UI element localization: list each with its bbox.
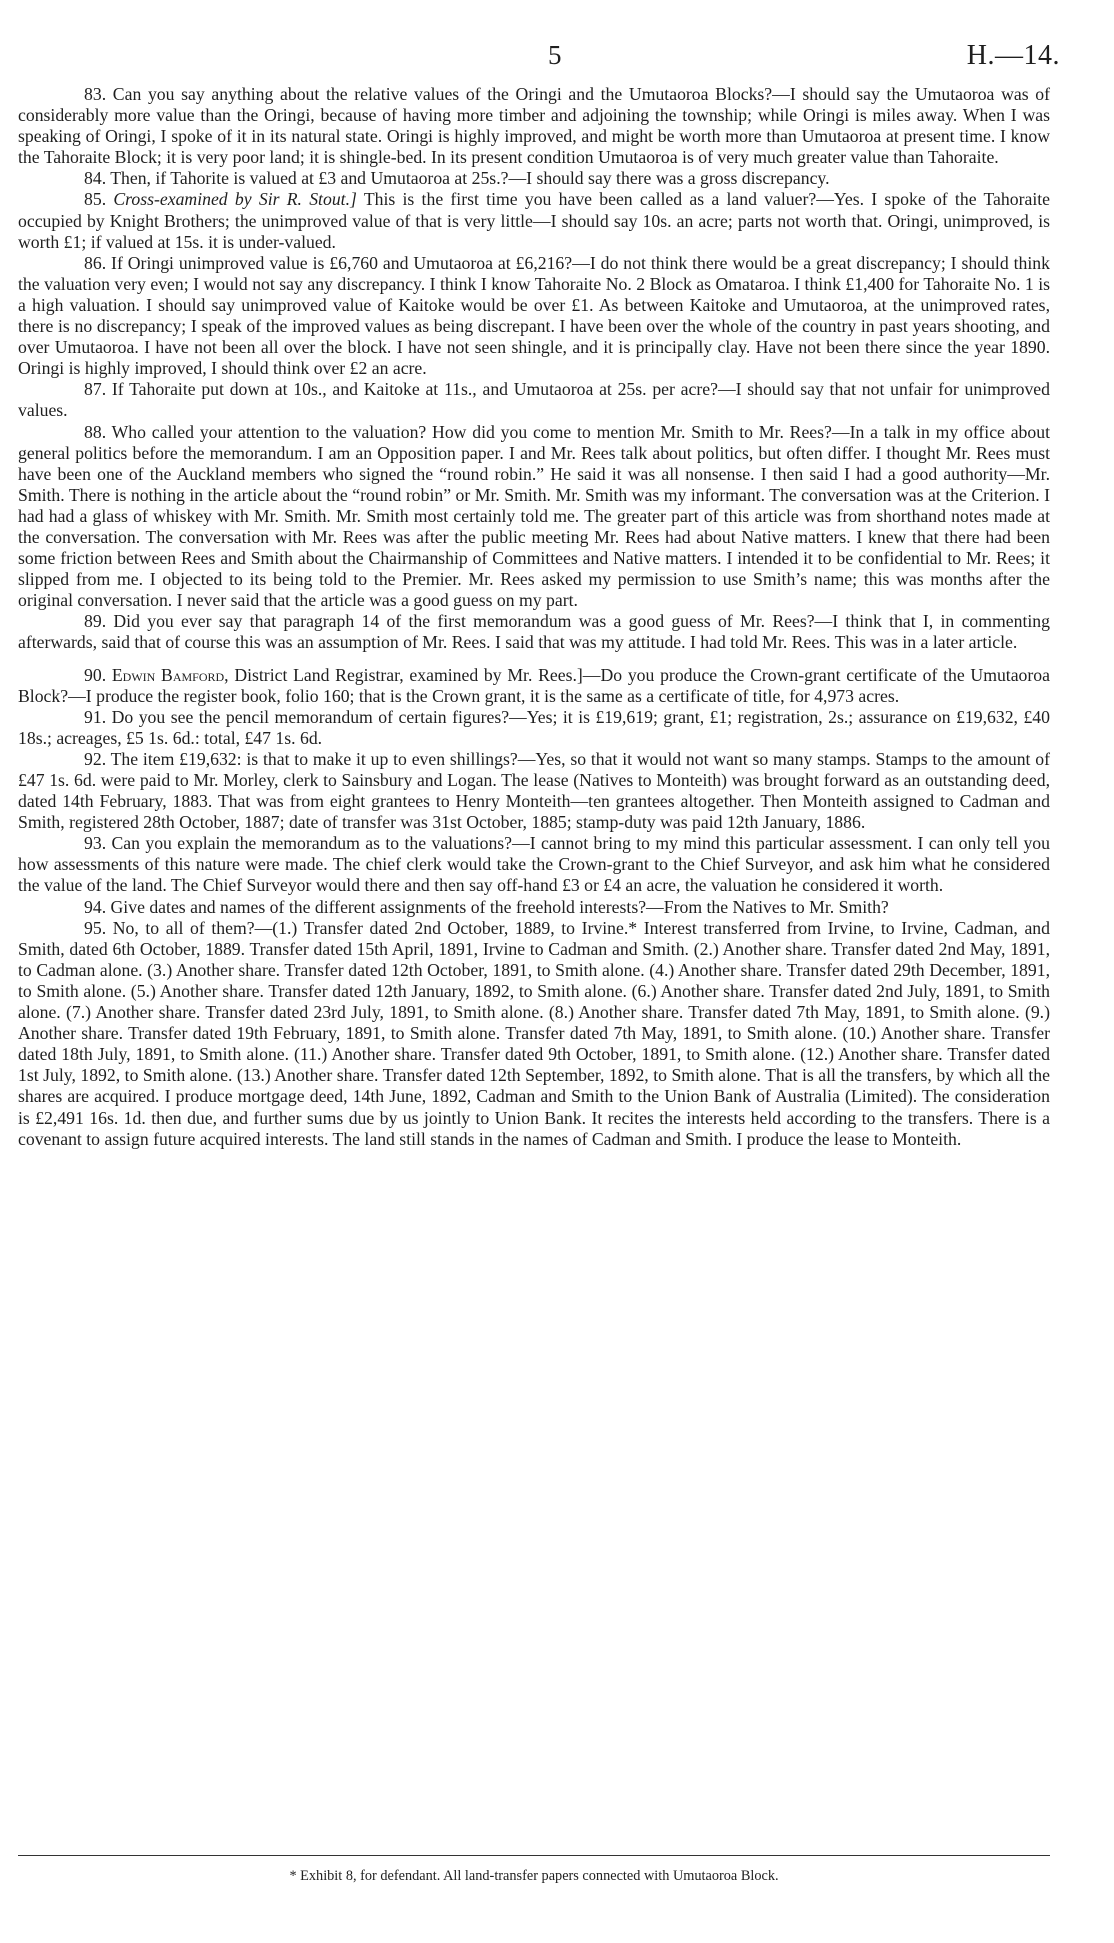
paragraph-90 [18, 665, 1050, 707]
paragraph-93: 93. Can you explain the memorandum as to the valuations?—I cannot bring to my mind this particular assessment. I can only tell you how assessments of this nature were made. The chief clerk would take the Crown-grant to the Chief Surveyor, and ask him what he considered the value of the land. The Chief Surveyor would there and then say off-hand £3 or £4 an acre, the valuation he considered it worth. [18, 833, 1050, 896]
paragraph-94: 94. Give dates and names of the different assignments of the freehold interests?—From the Natives to Mr. Smith? [84, 896, 889, 917]
paragraph-89: 89. Did you ever say that paragraph 14 of the first memorandum was a good guess of Mr. Rees?—I think that I, in commenting afterwards, said that of course this was an assumption of Mr. Rees. I said that was my attitude. I had told Mr. Rees. This was in a later article. [18, 611, 1050, 653]
page-number: 5 [548, 40, 562, 70]
paragraph-86: 86. If Oringi unimproved value is £6,760 and Umutaoroa at £6,216?—I do not think there would be a great discrepancy; I should think the valuation very even; I would not say any discrepancy. I think I know Tahoraite No. 2 Block as Omataroa. I think £1,400 for Tahoraite No. 1 is a high valuation. I should say unimproved value of Kaitoke would be over £1. As between Kaitoke and Umutaoroa, at the unimproved rates, there is no discrepancy; I speak of the improved values as being discrepant. I have been over the whole of the country in past years shooting, and over Umutaoroa. I have not been all over the block. I have not seen shingle, and it is principally clay. Have not been there since the year 1890. Oringi is highly improved, I should think over £2 an acre. [18, 252, 1050, 379]
paragraph-text: This is the first time you have been called as a land valuer?—Yes. I spoke of the Tahoraite occupied by Knight Brothers; the unimproved value of that is very little—I should say 10s. an acre; parts not worth that. Oringi, unimproved, is worth £1; if valued at 15s. it is under-valued. [18, 189, 1050, 252]
document-body [18, 84, 1050, 1150]
paragraph-83: 83. Can you say anything about the relative values of the Oringi and the Umutaoroa Blocks?—I should say the Umutaoroa was of considerably more value than the Oringi, because of having more timber and adjoining the township; while Oringi is miles away. When I was speaking of Oringi, I spoke of it in its natural state. Oringi is highly improved, and might be worth more than Umutaoroa at present time. I know the Tahoraite Block; it is very poor land; it is shingle-bed. In its present condition Umutaoroa is of very much greater value than Tahoraite. [18, 84, 1050, 168]
page-header [18, 0, 1060, 71]
footnote: * Exhibit 8, for defendant. All land-transfer papers connected with Umutaoroa Block. [289, 1868, 779, 1884]
document-code: H.—14. [966, 40, 1060, 71]
paragraph-92: 92. The item £19,632: is that to make it up to even shillings?—Yes, so that it would not want so many stamps. Stamps to the amount of £47 1s. 6d. were paid to Mr. Morley, clerk to Sainsbury and Logan. The lease (Natives to Monteith) was brought forward as an outstanding deed, dated 14th February, 1883. That was from eight grantees to Henry Monteith—ten grantees altogether. Then Monteith assigned to Cadman and Smith, registered 28th October, 1887; date of transfer was 31st October, 1885; stamp-duty was paid 12th January, 1886. [18, 748, 1050, 833]
paragraph-87: 87. If Tahoraite put down at 10s., and Kaitoke at 11s., and Umutaoroa at 25s. per acre?—I should say that not unfair for unimproved values. [18, 379, 1050, 421]
paragraph-number: 85. [84, 189, 107, 210]
footnote-divider [18, 1855, 1050, 1856]
cross-examined-note: Cross-examined by Sir R. Stout.] [113, 189, 357, 210]
paragraph-85 [18, 189, 1050, 252]
section-gap [18, 654, 1050, 665]
paragraph-91: 91. Do you see the pencil memorandum of certain figures?—Yes; it is £19,619; grant, £1; registration, 2s.; assurance on £19,632, £40 18s.; acreages, £5 1s. 6d.: total, £47 1s. 6d. [18, 706, 1050, 748]
paragraph-88: 88. Who called your attention to the valuation? How did you come to mention Mr. Smith to Mr. Rees?—In a talk in my office about general politics before the memorandum. I am an Opposition paper. I and Mr. Rees talk about politics, but often differ. I thought Mr. Rees must have been one of the Auckland members who signed the “round robin.” He said it was all nonsense. I then said I had a good authority—Mr. Smith. There is nothing in the article about the “round robin” or Mr. Smith. Mr. Smith was my informant. The conversation was at the Criterion. I had had a glass of whiskey with Mr. Smith. Mr. Smith most certainly told me. The greater part of this article was from shorthand notes made at the conversation. The conversation with Mr. Rees was after the public meeting Mr. Rees had about Native matters. I knew that there had been some friction between Rees and Smith about the Chairmanship of Committees and Native matters. I intended it to be confidential to Mr. Rees; it slipped from me. I objected to its being told to the Premier. Mr. Rees asked my permission to use Smith’s name; this was months after the original conversation. I never said that the article was a good guess on my part. [18, 421, 1050, 611]
paragraph-95: 95. No, to all of them?—(1.) Transfer dated 2nd October, 1889, to Irvine.* Interest transferred from Irvine, to Irvine, Cadman, and Smith, dated 6th October, 1889. Transfer dated 15th April, 1891, Irvine to Cadman and Smith. (2.) Another share. Transfer dated 2nd May, 1891, to Cadman alone. (3.) Another share. Transfer dated 12th October, 1891, to Smith alone. (4.) Another share. Transfer dated 29th December, 1891, to Smith alone. (5.) Another share. Transfer dated 12th January, 1892, to Smith alone. (6.) Another share. Transfer dated 2nd July, 1891, to Smith alone. (7.) Another share. Transfer dated 23rd July, 1891, to Smith alone. (8.) Another share. Transfer dated 7th May, 1891, to Smith alone. (9.) Another share. Transfer dated 19th February, 1891, to Smith alone. Transfer dated 7th May, 1891, to Smith alone. (10.) Another share. Transfer dated 18th July, 1891, to Smith alone. (11.) Another share. Transfer dated 9th October, 1891, to Smith alone. (12.) Another share. Transfer dated 1st July, 1892, to Smith alone. (13.) Another share. Transfer dated 12th September, 1892, to Smith alone. That is all the transfers, by which all the shares are acquired. I produce mortgage deed, 14th June, 1892, Cadman and Smith to the Union Bank of Australia (Limited). The consideration is £2,491 16s. 1d. then due, and further sums due by us jointly to Union Bank. It recites the interests held according to the transfers. There is a covenant to assign future acquired interests. The land still stands in the names of Cadman and Smith. I produce the lease to Monteith. [18, 917, 1050, 1149]
document-page [18, 0, 1060, 1884]
paragraph-84: 84. Then, if Tahorite is valued at £3 and Umutaoroa at 25s.?—I should say there was a gross discrepancy. [84, 168, 830, 189]
paragraph-number: 90. [84, 664, 107, 685]
paragraph-text: , District Land Registrar, examined by Mr. Rees.]—Do you produce the Crown-grant certificate of the Umutaoroa Block?—I produce the register book, folio 160; that is the Crown grant, it is the same as a certificate of title, for 4,973 acres. [18, 664, 1050, 706]
witness-name: Edwin Bamford [111, 664, 225, 685]
